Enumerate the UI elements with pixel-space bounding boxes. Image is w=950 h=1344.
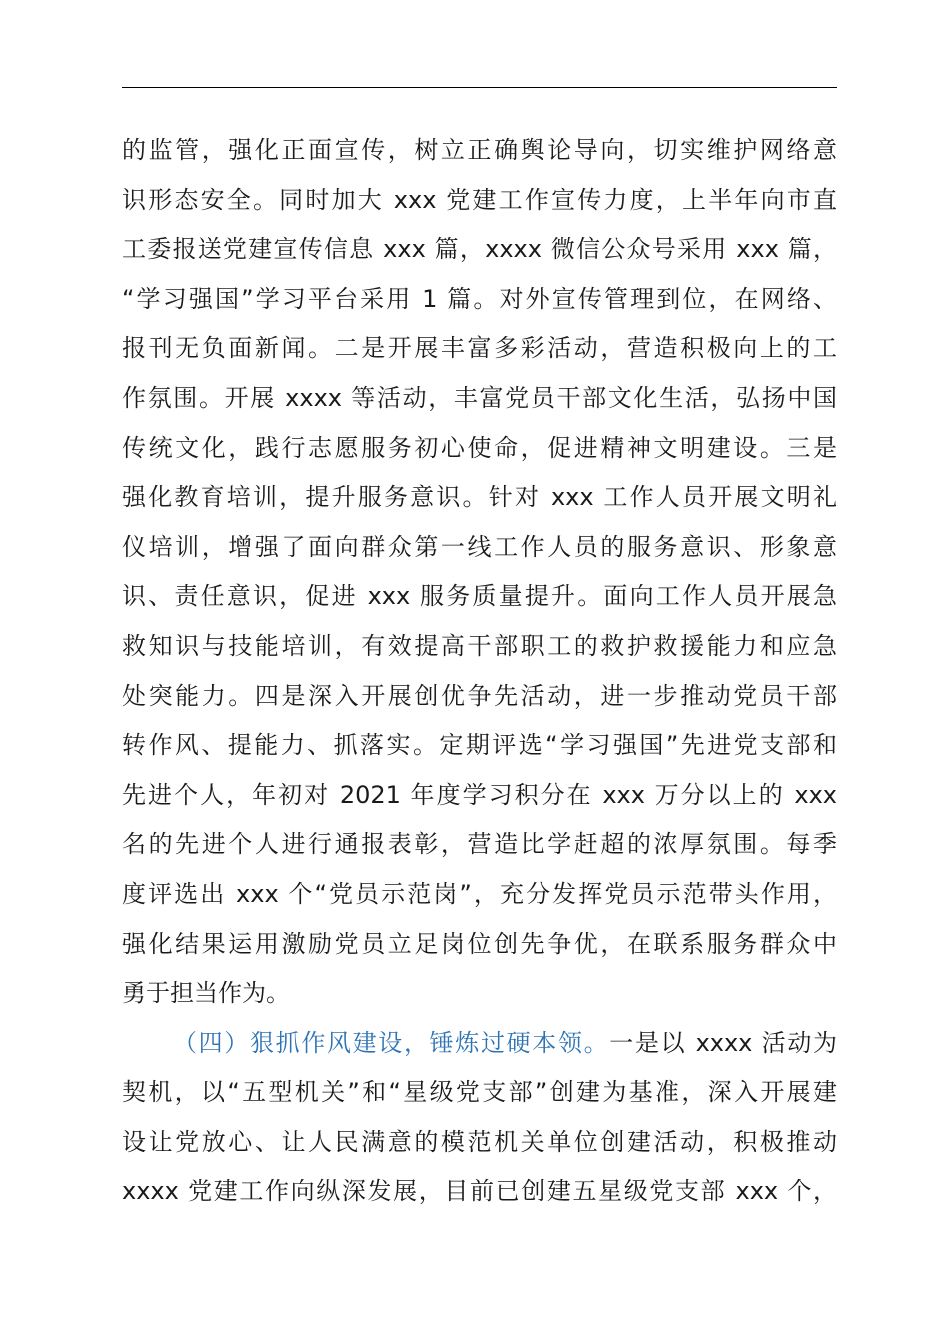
- paragraph-line: 仪培训，增强了面向群众第一线工作人员的服务意识、形象意: [122, 532, 837, 561]
- paragraph-1: [122, 126, 837, 1019]
- document-body: [122, 126, 837, 1217]
- paragraph-line: xxxx 党建工作向纵深发展，目前已创建五星级党支部 xxx 个，: [122, 1177, 837, 1206]
- paragraph-line: 转作风、提能力、抓落实。定期评选“学习强国”先进党支部和: [122, 731, 837, 760]
- paragraph-2: [122, 1019, 837, 1217]
- paragraph-line: 传统文化，践行志愿服务初心使命，促进精神文明建设。三是: [122, 433, 837, 462]
- paragraph-line: 设让党放心、让人民满意的模范机关单位创建活动，积极推动: [122, 1127, 837, 1156]
- paragraph-line: 识形态安全。同时加大 xxx 党建工作宣传力度，上半年向市直: [122, 185, 837, 214]
- paragraph-line: 处突能力。四是深入开展创优争先活动，进一步推动党员干部: [122, 681, 837, 710]
- paragraph-line: 救知识与技能培训，有效提高干部职工的救护救援能力和应急: [122, 631, 837, 660]
- paragraph-line: 勇于担当作为。: [122, 979, 290, 1008]
- paragraph-line: 识、责任意识，促进 xxx 服务质量提升。面向工作人员开展急: [122, 582, 837, 611]
- section-heading: （四）狠抓作风建设，锤炼过硬本领。: [173, 1028, 610, 1057]
- paragraph-line: 契机，以“五型机关”和“星级党支部”创建为基准，深入开展建: [122, 1078, 837, 1107]
- paragraph-line: 报刊无负面新闻。二是开展丰富多彩活动，营造积极向上的工: [122, 334, 837, 363]
- paragraph-line: 作氛围。开展 xxxx 等活动，丰富党员干部文化生活，弘扬中国: [122, 383, 837, 412]
- paragraph-line: 工委报送党建宣传信息 xxx 篇，xxxx 微信公众号采用 xxx 篇，: [122, 235, 837, 264]
- paragraph-line: 先进个人，年初对 2021 年度学习积分在 xxx 万分以上的 xxx: [122, 780, 837, 809]
- paragraph-line: 强化结果运用激励党员立足岗位创先争优，在联系服务群众中: [122, 929, 837, 958]
- paragraph-first-line: [122, 1019, 837, 1069]
- paragraph-line: 名的先进个人进行通报表彰，营造比学赶超的浓厚氛围。每季: [122, 830, 837, 859]
- paragraph-line-rest: 一是以 xxxx 活动为: [609, 1028, 837, 1057]
- paragraph-line: 度评选出 xxx 个“党员示范岗”，充分发挥党员示范带头作用，: [122, 879, 837, 908]
- header-rule: [122, 87, 837, 88]
- paragraph-line: 的监管，强化正面宣传，树立正确舆论导向，切实维护网络意: [122, 136, 837, 164]
- paragraph-line: 强化教育培训，提升服务意识。针对 xxx 工作人员开展文明礼: [122, 483, 837, 512]
- paragraph-line: “学习强国”学习平台采用 1 篇。对外宣传管理到位，在网络、: [122, 284, 837, 313]
